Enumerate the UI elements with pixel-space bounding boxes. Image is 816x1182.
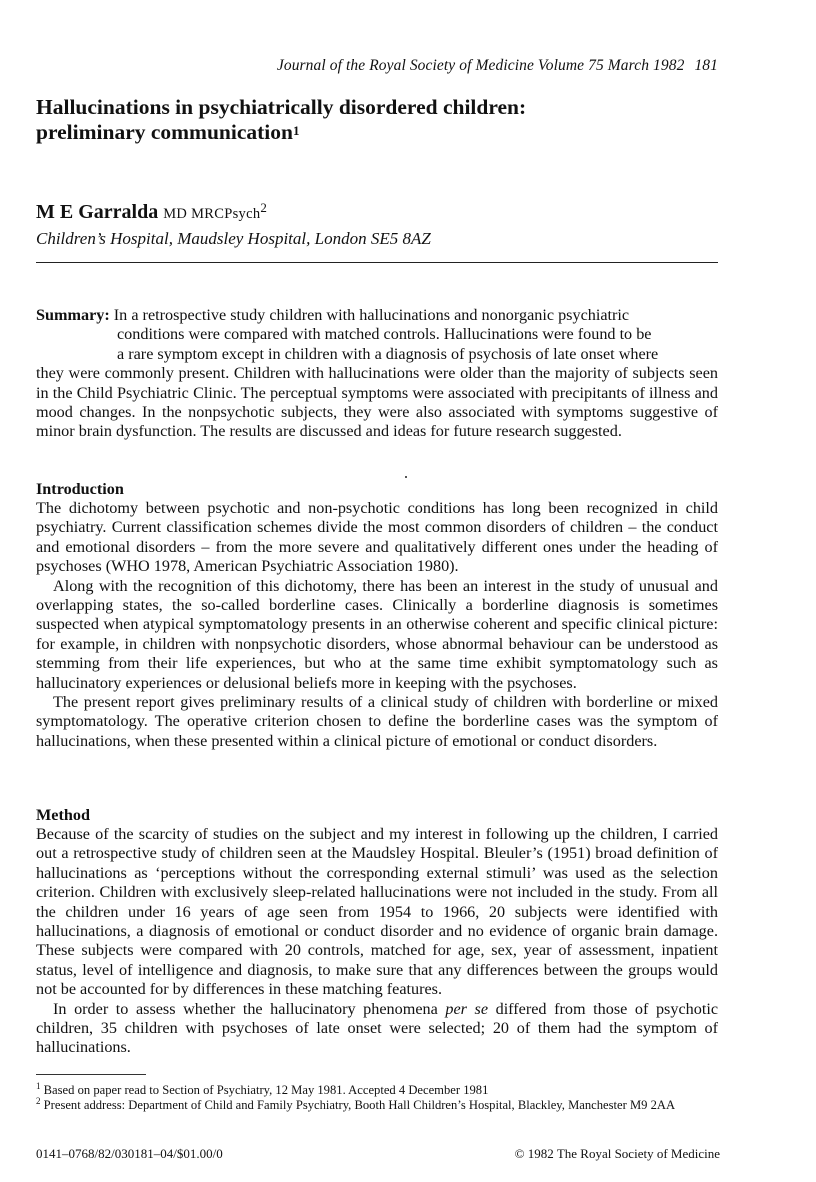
- introduction-paragraph-3: The present report gives preliminary results of a clinical study of children with borderline or mixed symptomatology. The operative criterion chosen to define the borderline cases was the symptom of hallucinations, when these presented within a clinical picture of emotional or conduct disorders.: [36, 693, 718, 750]
- summary-label: Summary:: [36, 306, 110, 324]
- introduction-paragraph-1: The dichotomy between psychotic and non-psychotic conditions has long been recognized in child psychiatry. Current classification schemes divide the most common disorders of children – the conduct and emotional disorders – from the more severe and qualitatively different ones under the heading of psychoses (WHO 1978, American Psychiatric Association 1980).: [36, 499, 718, 576]
- method-paragraph-1: Because of the scarcity of studies on the subject and my interest in following up the children, I carried out a retrospective study of children seen at the Maudsley Hospital. Bleuler’s (1951) broad definition of hallucinations as ‘perceptions without the corresponding external stimuli’ was used as the selection criterion. Children with exclusively sleep-related hallucinations were not included in the study. From all the children under 16 years of age seen from 1954 to 1966, 20 subjects were identified with hallucinations, a diagnosis of emotional or conduct disorder and no evidence of organic brain damage. These subjects were compared with 20 controls, matched for age, sex, year of assessment, inpatient status, level of intelligence and diagnosis, to make sure that any differences between the groups would not be accounted for by differences in these matching features.: [36, 825, 718, 999]
- author-line: [36, 200, 267, 226]
- introduction-section: [36, 499, 718, 751]
- method-p2-end: differed from those of psychotic children, 35 children with psychoses of late onset were selected; 20 of them had the symptom of hallucinations.: [36, 999, 719, 1057]
- footnote-2-mark: 2: [36, 1096, 41, 1106]
- author-affiliation: Children’s Hospital, Maudsley Hospital, London SE5 8AZ: [36, 229, 431, 248]
- method-heading: Method: [36, 806, 90, 824]
- summary-line-3: a rare symptom except in children with a diagnosis of psychosis of late onset where: [117, 344, 659, 363]
- summary-line-2: conditions were compared with matched controls. Hallucinations were found to be: [117, 325, 652, 344]
- introduction-paragraph-2: Along with the recognition of this dichotomy, there has been an interest in the study of unusual and overlapping states, the so-called borderline cases. Clinically a borderline diagnosis is sometimes suspected when atypical symptomatology presents in an otherwise coherent and specific clinical picture: for example, in children with nonpsychotic disorders, whose abnormal behaviour can be understood as stemming from their life experiences, but who at the same time exhibit symptomatology such as hallucinatory experiences or delusional beliefs more in keeping with the psychoses.: [36, 576, 718, 692]
- method-paragraph-2: [36, 1000, 718, 1058]
- stray-dot: [405, 476, 407, 478]
- summary-section: [36, 306, 718, 442]
- copyright-notice: © 1982 The Royal Society of Medicine: [514, 1146, 720, 1161]
- author-credentials: MD MRCPsych: [163, 206, 261, 222]
- footnote-2-text: Present address: Department of Child and Family Psychiatry, Booth Hall Children’s Hospital, Blackley, Manchester M9 2AA: [43, 1098, 676, 1113]
- footnote-1-text: Based on paper read to Section of Psychiatry, 12 May 1981. Accepted 4 December 1981: [43, 1083, 489, 1098]
- author-name: M E Garralda: [36, 201, 159, 223]
- title-footnote-mark: 1: [293, 123, 300, 138]
- journal-citation: Journal of the Royal Society of Medicine Volume 75 March 1982: [276, 57, 685, 74]
- author-footnote-mark: 2: [260, 200, 267, 215]
- footnote-divider: [36, 1074, 146, 1075]
- method-section: [36, 825, 718, 1058]
- summary-text: they were commonly present. Children with hallucinations were older than the majority of subjects seen in the Child Psychiatric Clinic. The perceptual symptoms were associated with precipitants of illness and mood changes. In the nonpsychotic subjects, they were also associated with symptoms suggestive of minor brain dysfunction. The results are discussed and ideas for future research suggested.: [36, 364, 718, 441]
- header-divider: [36, 262, 718, 263]
- running-head: [277, 57, 718, 75]
- article-title: [36, 95, 636, 145]
- introduction-heading: Introduction: [36, 480, 124, 498]
- article-code: 0141–0768/82/030181–04/$01.00/0: [36, 1146, 223, 1161]
- footnote-2: [36, 1094, 718, 1112]
- page-number: 181: [694, 57, 718, 74]
- method-p2-start: In order to assess whether the hallucinatory phenomena: [53, 999, 446, 1018]
- summary-line-1: In a retrospective study children with hallucinations and nonorganic psychiatric: [113, 306, 630, 324]
- article-title-text: Hallucinations in psychiatrically disordered children: preliminary communication: [36, 95, 527, 144]
- footnote-1-mark: 1: [36, 1081, 41, 1091]
- method-p2-italic: per se: [445, 999, 489, 1018]
